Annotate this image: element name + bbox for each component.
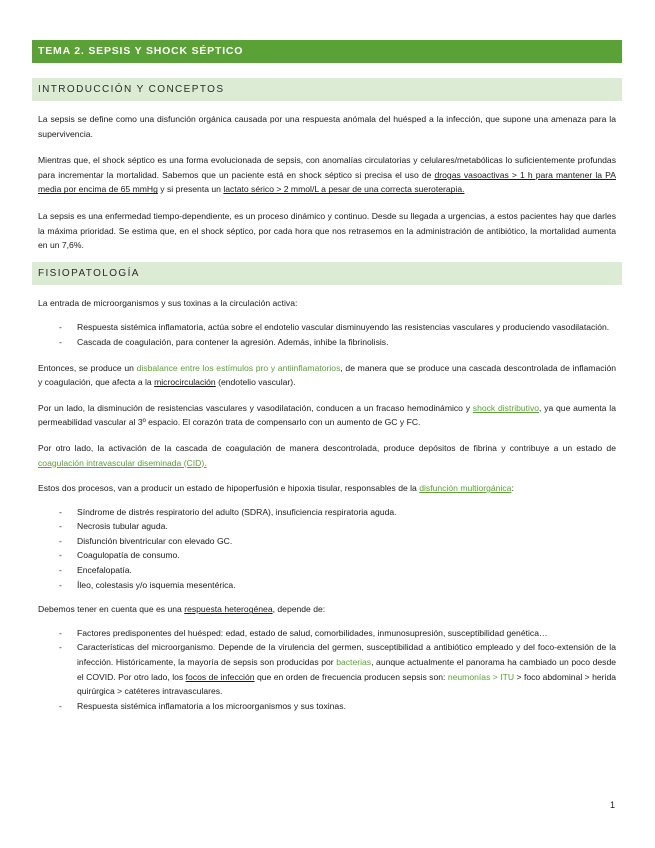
text: que en orden de frecuencia producen sepsis son: <box>254 671 448 682</box>
list-item: - Síndrome de distrés respiratorio del adulto (SDRA), insuficiencia respiratoria aguda. <box>77 505 616 520</box>
bullet-list <box>32 626 622 714</box>
list-item: - Cascada de coagulación, para contener la agresión. Además, inhibe la fibrinolisis. <box>77 335 616 350</box>
underlined-text: drogas vasoactivas > 1 h para mantener la PA media por encima de 65 mmHg <box>38 169 616 195</box>
text: , aunque actualmente el panorama ha cambiado un poco desde el COVID. Por otro lado, los <box>77 657 616 682</box>
underlined-text: microcirculación <box>154 377 216 388</box>
list-item: - Coagulopatía de consumo. <box>77 548 616 563</box>
underlined-text: focos de infección <box>185 671 255 682</box>
underlined-text: respuesta heterogénea <box>184 604 273 615</box>
paragraph: La sepsis es una enfermedad tiempo-dependiente, es un proceso dinámico y continuo. Desde su llegada a urgencias, a estos pacientes hay que darles la máxima prioridad. Se estima que, en el shock séptico, por cada hora que nos retrasemos en la administración de antibiótico, la mortalidad aumenta en un 7,6%. <box>38 210 616 251</box>
underlined-text: lactato sérico > 2 mmol/L a pesar de una correcta sueroterapia. <box>223 184 465 195</box>
paragraph <box>32 602 622 617</box>
paragraph <box>32 361 622 390</box>
chapter-title: TEMA 2. SEPSIS Y SHOCK SÉPTICO <box>32 40 622 63</box>
bullet-list <box>32 320 622 349</box>
text: y si presenta un <box>157 184 224 195</box>
highlight-text: neumonías > ITU <box>447 671 515 682</box>
document-page <box>32 40 622 713</box>
highlight-text: shock distributivo <box>472 402 540 413</box>
text: , depende de: <box>272 604 326 615</box>
text: Por otro lado, la activación de la cascada de coagulación de manera descontrolada, produce depósitos de fibrina y contribuye a un estado de <box>38 442 616 453</box>
highlight-text: bacterias <box>336 657 372 668</box>
paragraph: La entrada de microorganismos y sus toxinas a la circulación activa: <box>38 297 298 308</box>
list-item: - Respuesta sistémica inflamatoria, actúa sobre el endotelio vascular disminuyendo las resistencias vasculares y produciendo vasodilatación. <box>77 320 616 335</box>
paragraph <box>32 481 622 496</box>
text: (endotelio vascular). <box>215 377 296 388</box>
section-heading-fisiopatologia: FISIOPATOLOGÍA <box>32 262 622 285</box>
list-item: - Encefalopatía. <box>77 563 616 578</box>
paragraph <box>32 153 622 197</box>
text: , ya que aumenta la permeabilidad vascular al 3º espacio. El corazón trata de compensarlo con un aumento de GC y FC. <box>38 402 616 428</box>
text: Debemos tener en cuenta que es una <box>38 604 185 615</box>
text: Por un lado, la disminución de resistencias vasculares y vasodilatación, conducen a un fracaso hemodinámico y <box>38 402 473 413</box>
list-item: - Necrosis tubular aguda. <box>77 519 616 534</box>
highlight-text: coagulación intravascular diseminada (CID). <box>38 457 207 468</box>
highlight-text: disfunción multiorgánica <box>419 483 512 494</box>
bullet-list <box>32 505 622 593</box>
text: Entonces, se produce un <box>38 362 137 373</box>
text: : <box>511 483 514 494</box>
list-item <box>77 640 616 698</box>
text: Mientras que, el shock séptico es una forma evolucionada de sepsis, con anomalías circulatorias y celulares/metabólicas lo suficientemente profundas para incrementar la mortalidad. Sabemos que un paciente está en shock séptico si precisa el uso de <box>38 155 616 180</box>
list-item: - Íleo, colestasis y/o isquemia mesentérica. <box>77 578 616 593</box>
paragraph: La sepsis se define como una disfunción orgánica causada por una respuesta anómala del huésped a la infección, que supone una amenaza para la supervivencia. <box>38 114 616 139</box>
page-number: 1 <box>609 800 615 810</box>
text: Características del microorganismo. Depende de la virulencia del germen, susceptibilidad a antibiótico empleado y del foco-extensión de la infección. Históricamente, la mayoría de sepsis son producidas por <box>77 642 616 668</box>
paragraph <box>32 441 622 470</box>
text: > foco abdominal > herida quirúrgica > catéteres intravasculares. <box>77 671 617 697</box>
text: , de manera que se produce una cascada descontrolada de inflamación y coagulación, que afecta a la <box>38 362 617 388</box>
section-heading-intro: INTRODUCCIÓN Y CONCEPTOS <box>32 78 622 101</box>
list-item: - Factores predisponentes del huésped: edad, estado de salud, comorbilidades, inmunosupresión, susceptibilidad genética… <box>77 626 616 641</box>
list-item: - Respuesta sistémica inflamatoria a los microorganismos y sus toxinas. <box>77 699 616 714</box>
text: Estos dos procesos, van a producir un estado de hipoperfusión e hipoxia tisular, responsables de la <box>38 483 420 494</box>
paragraph <box>32 401 622 430</box>
highlight-text: disbalance entre los estímulos pro y antiinflamatorios <box>136 362 341 373</box>
list-item: - Disfunción biventricular con elevado GC. <box>77 534 616 549</box>
